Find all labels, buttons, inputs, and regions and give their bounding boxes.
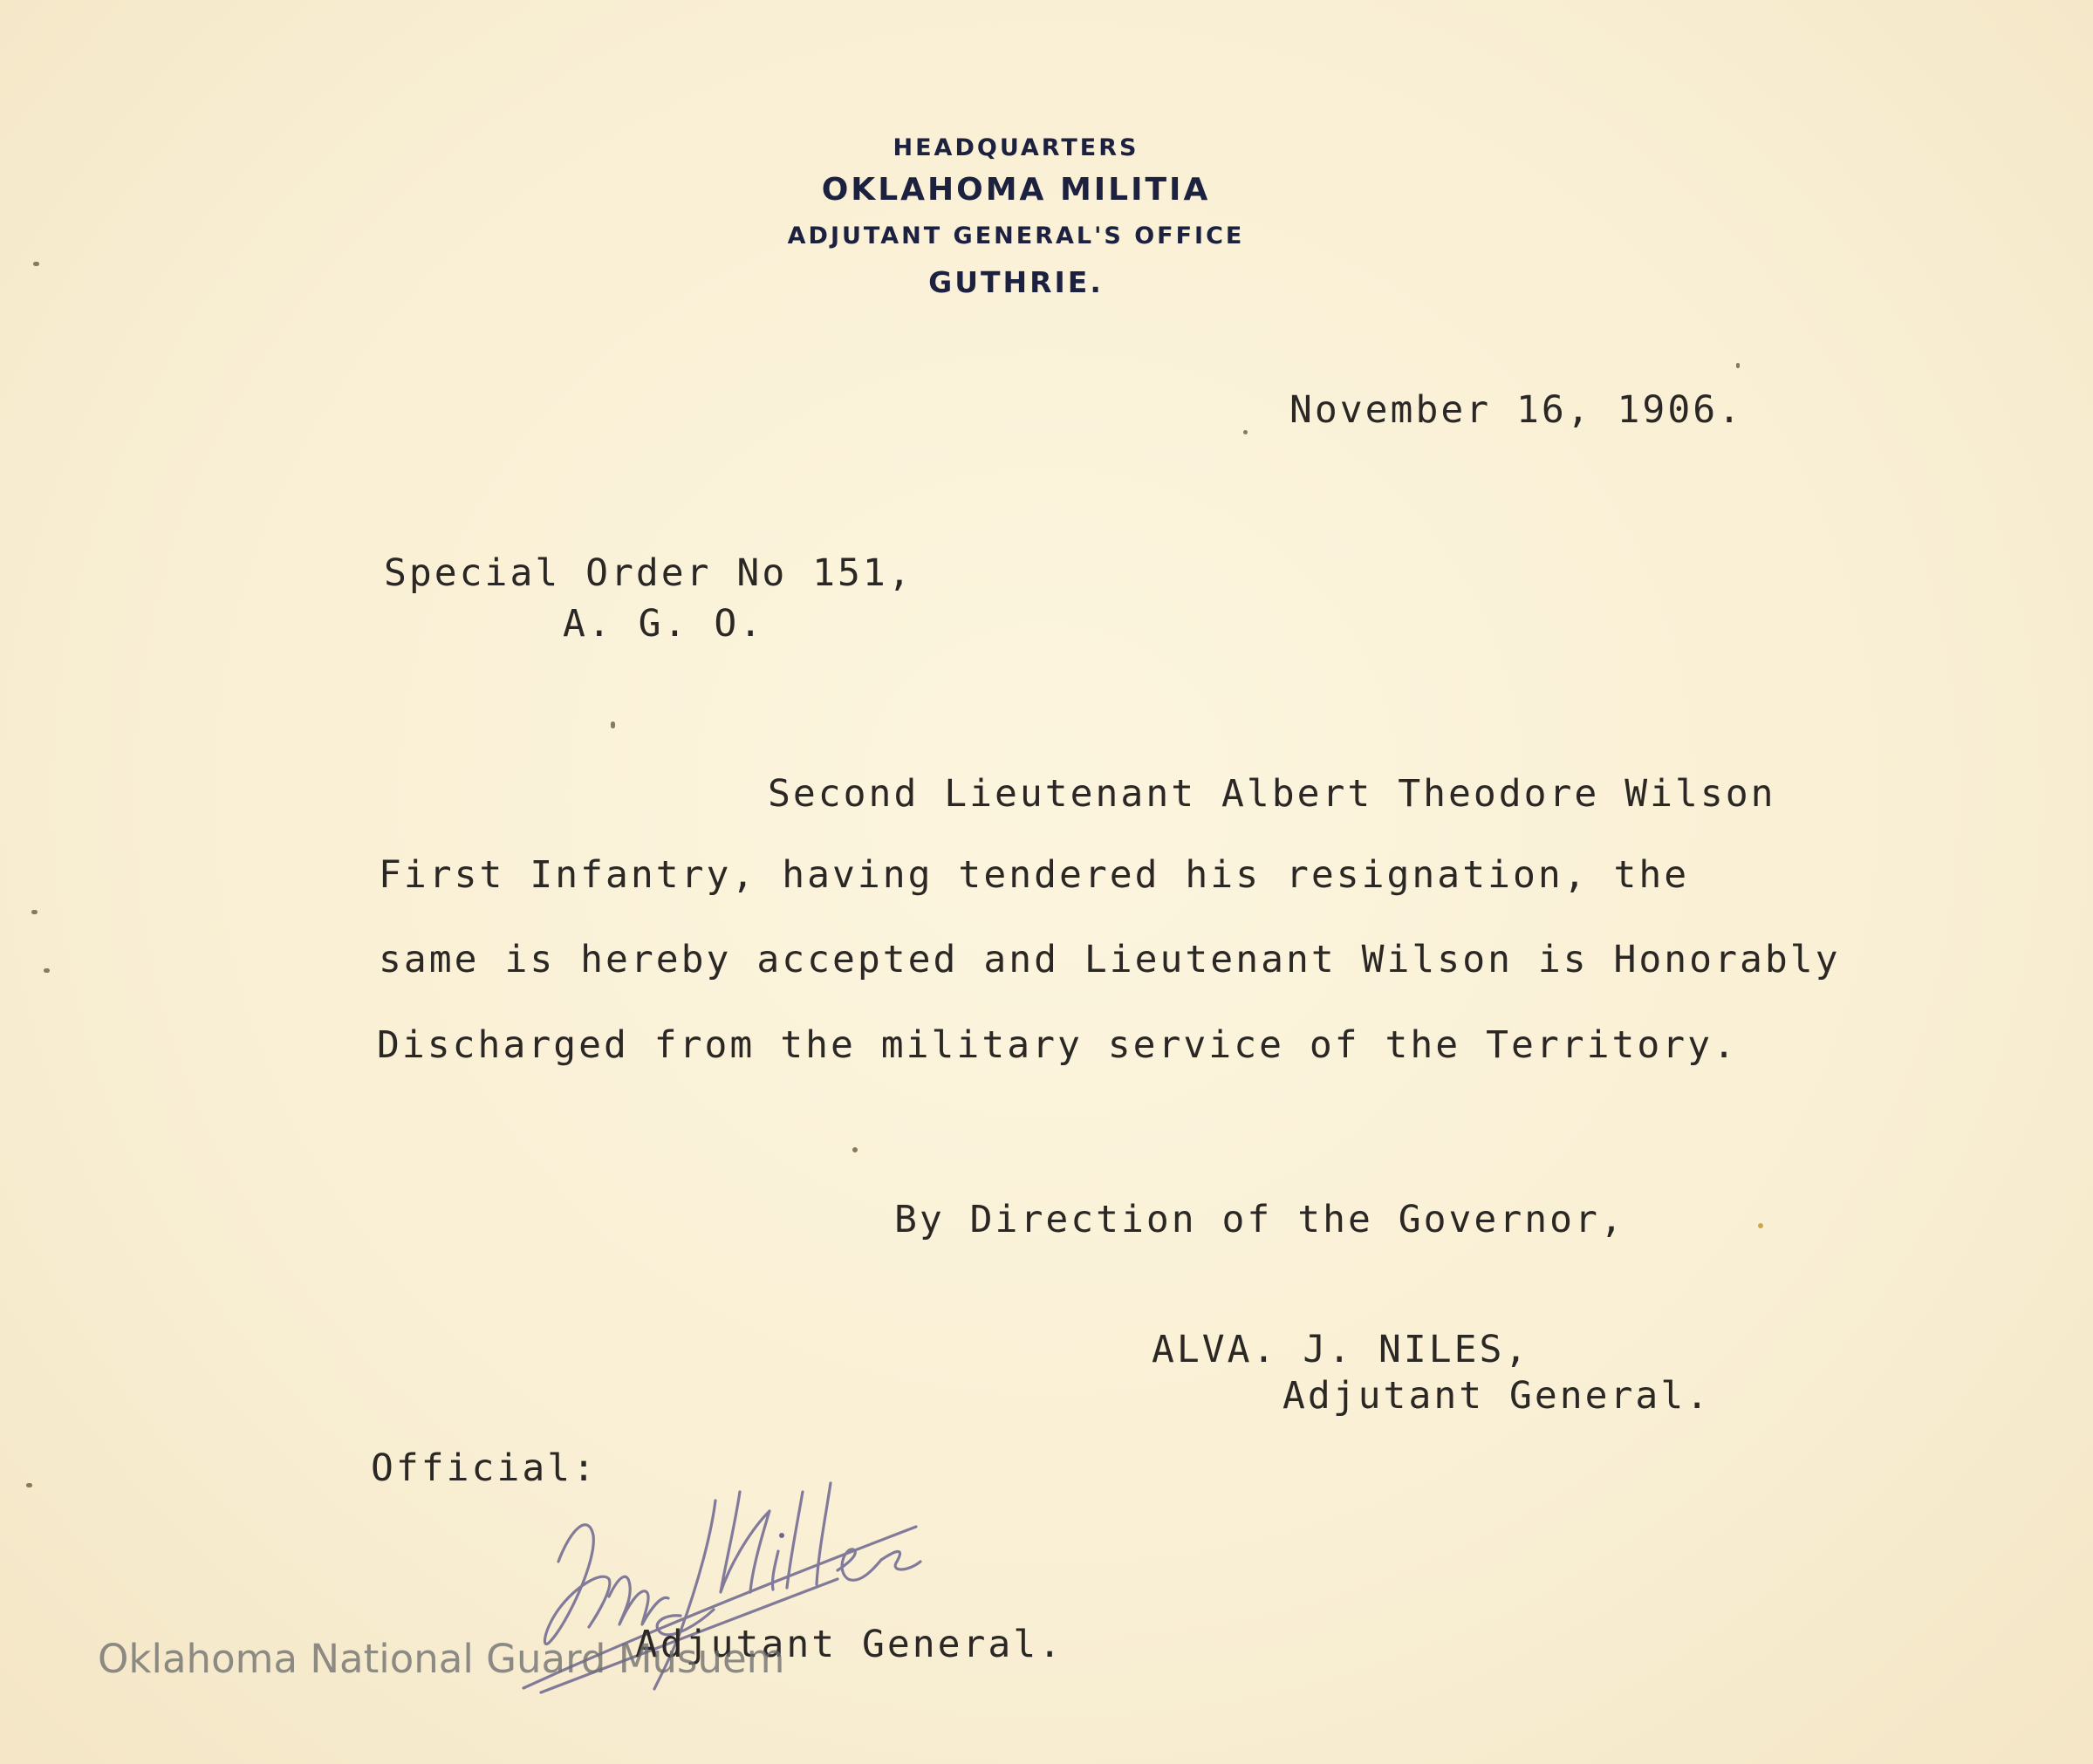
paper-speck [31, 910, 38, 914]
signer-name: ALVA. J. NILES, [1152, 1328, 1530, 1371]
body-line-3: same is hereby accepted and Lieutenant Wilson is Honorably [379, 938, 1841, 981]
paper-speck [852, 1147, 858, 1152]
body-line-1: Second Lieutenant Albert Theodore Wilson [768, 772, 1776, 816]
letterhead-office: ADJUTANT GENERAL'S OFFICE [787, 222, 1245, 250]
paper-speck [33, 262, 39, 266]
document-date: November 16, 1906. [1289, 388, 1743, 432]
order-number: Special Order No 151, [384, 551, 913, 595]
paper-speck [44, 968, 50, 973]
paper-speck [1243, 430, 1248, 434]
letterhead-headquarters: HEADQUARTERS [893, 134, 1139, 161]
museum-watermark: Oklahoma National Guard Musuem [98, 1636, 785, 1682]
letterhead-city: GUTHRIE. [928, 265, 1104, 299]
letterhead-organization: OKLAHOMA MILITIA [821, 172, 1211, 208]
paper-speck [1736, 363, 1740, 368]
order-office: A. G. O. [563, 602, 765, 646]
signature-dot [779, 1533, 784, 1538]
signer-title: Adjutant General. [1282, 1374, 1712, 1418]
body-line-2: First Infantry, having tendered his resignation, the [379, 853, 1690, 897]
paper-speck [1758, 1223, 1763, 1228]
paper-speck [26, 1483, 32, 1487]
body-line-4: Discharged from the military service of the Territory. [377, 1023, 1738, 1067]
letterhead [0, 131, 2093, 307]
official-title: Adjutant General. [635, 1623, 1064, 1666]
direction-line: By Direction of the Governor, [894, 1198, 1625, 1241]
official-label: Official: [371, 1446, 598, 1490]
paper-speck [611, 721, 615, 728]
